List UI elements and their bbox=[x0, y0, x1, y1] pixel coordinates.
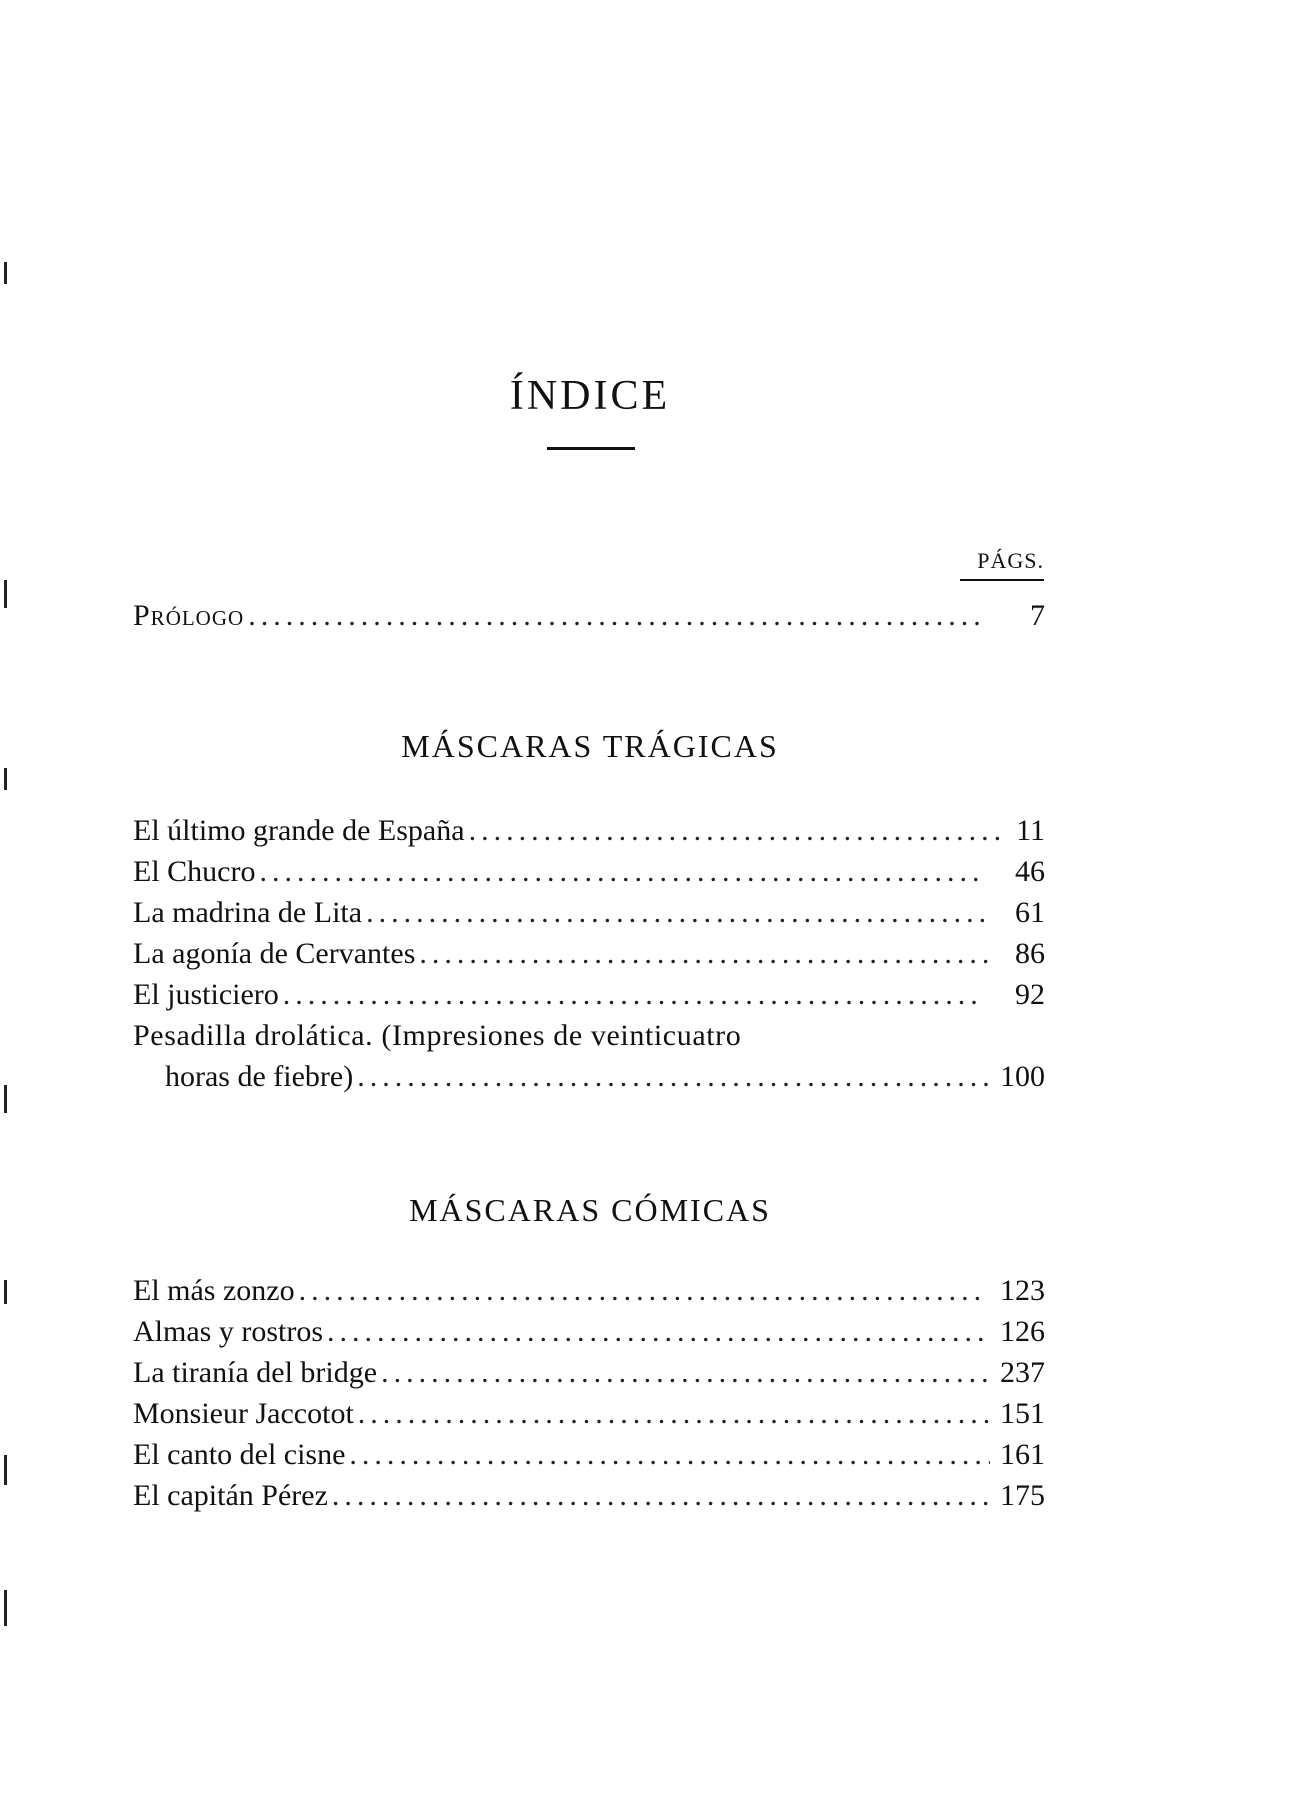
leader-dots bbox=[259, 851, 982, 892]
entry-page: 175 bbox=[1000, 1479, 1045, 1512]
entry-title-line1: Pesadilla drolática. (Impresiones de veinticuatro bbox=[133, 1019, 742, 1052]
entry-page: 123 bbox=[1000, 1274, 1045, 1307]
leader-dots bbox=[419, 933, 995, 974]
entry-title-line2: horas de fiebre) bbox=[165, 1060, 354, 1093]
toc-entry-first-line[interactable] bbox=[133, 1015, 1045, 1056]
entry-title: La madrina de Lita bbox=[133, 896, 363, 929]
title-underline bbox=[547, 447, 635, 450]
scan-edge-mark bbox=[4, 580, 7, 608]
toc-entry[interactable] bbox=[133, 1393, 1045, 1434]
toc-entry-second-line[interactable] bbox=[133, 1056, 1045, 1097]
leader-dots bbox=[357, 1056, 990, 1097]
scan-edge-mark bbox=[4, 1455, 7, 1485]
entry-title: El canto del cisne bbox=[133, 1438, 346, 1471]
leader-dots bbox=[469, 810, 1000, 851]
toc-entry[interactable] bbox=[133, 892, 1045, 933]
leader-dots bbox=[299, 1270, 986, 1311]
toc-entry[interactable] bbox=[133, 595, 1045, 636]
leader-dots bbox=[358, 1393, 991, 1434]
entry-title: El capitán Pérez bbox=[133, 1479, 328, 1512]
toc-entry[interactable] bbox=[133, 1311, 1045, 1352]
scan-edge-mark bbox=[4, 768, 7, 790]
leader-dots bbox=[332, 1475, 988, 1516]
scan-edge-mark bbox=[4, 262, 7, 284]
toc-prologo bbox=[133, 595, 1045, 636]
leader-dots bbox=[283, 974, 985, 1015]
entry-title: El más zonzo bbox=[133, 1274, 295, 1307]
toc-entry[interactable] bbox=[133, 974, 1045, 1015]
entry-title: El justiciero bbox=[133, 978, 279, 1011]
section-heading-comicas: MÁSCARAS CÓMICAS bbox=[409, 1192, 771, 1228]
scan-edge-mark bbox=[4, 1590, 7, 1626]
leader-dots bbox=[327, 1311, 988, 1352]
entry-title: La agonía de Cervantes bbox=[133, 937, 416, 970]
page-title: ÍNDICE bbox=[509, 373, 671, 419]
toc-entry[interactable] bbox=[133, 1475, 1045, 1516]
entry-title: El último grande de España bbox=[133, 814, 465, 847]
entry-page: 11 bbox=[1016, 814, 1045, 847]
toc-entry[interactable] bbox=[133, 851, 1045, 892]
toc-entry[interactable] bbox=[133, 1352, 1045, 1393]
entry-page: 100 bbox=[1000, 1060, 1045, 1093]
toc-entry[interactable] bbox=[133, 810, 1045, 851]
section-heading-tragicas: MÁSCARAS TRÁGICAS bbox=[401, 728, 779, 764]
scan-edge-mark bbox=[4, 1085, 7, 1113]
entry-title: Prólogo bbox=[133, 599, 245, 632]
toc-entry[interactable] bbox=[133, 1270, 1045, 1311]
toc-list-tragicas bbox=[133, 810, 1045, 1097]
entry-title: El Chucro bbox=[133, 855, 256, 888]
toc-entry[interactable] bbox=[133, 1434, 1045, 1475]
entry-page: 7 bbox=[1030, 599, 1045, 632]
entry-page: 126 bbox=[1000, 1315, 1045, 1348]
leader-dots bbox=[349, 1434, 989, 1475]
entry-page: 151 bbox=[1000, 1397, 1045, 1430]
scan-edge-mark bbox=[4, 1280, 7, 1304]
toc-list-comicas bbox=[133, 1270, 1045, 1516]
entry-page: 161 bbox=[1000, 1438, 1045, 1471]
pages-column-header: PÁGS. bbox=[960, 548, 1044, 581]
entry-title: La tiranía del bridge bbox=[133, 1356, 378, 1389]
entry-title: Almas y rostros bbox=[133, 1315, 323, 1348]
toc-entry[interactable] bbox=[133, 933, 1045, 974]
entry-page: 86 bbox=[1015, 937, 1045, 970]
entry-page: 61 bbox=[1015, 896, 1045, 929]
entry-page: 46 bbox=[1015, 855, 1045, 888]
entry-page: 237 bbox=[1000, 1356, 1045, 1389]
leader-dots bbox=[366, 892, 991, 933]
entry-title: Monsieur Jaccotot bbox=[133, 1397, 354, 1430]
leader-dots bbox=[381, 1352, 992, 1393]
entry-page: 92 bbox=[1015, 978, 1045, 1011]
leader-dots bbox=[248, 595, 982, 636]
